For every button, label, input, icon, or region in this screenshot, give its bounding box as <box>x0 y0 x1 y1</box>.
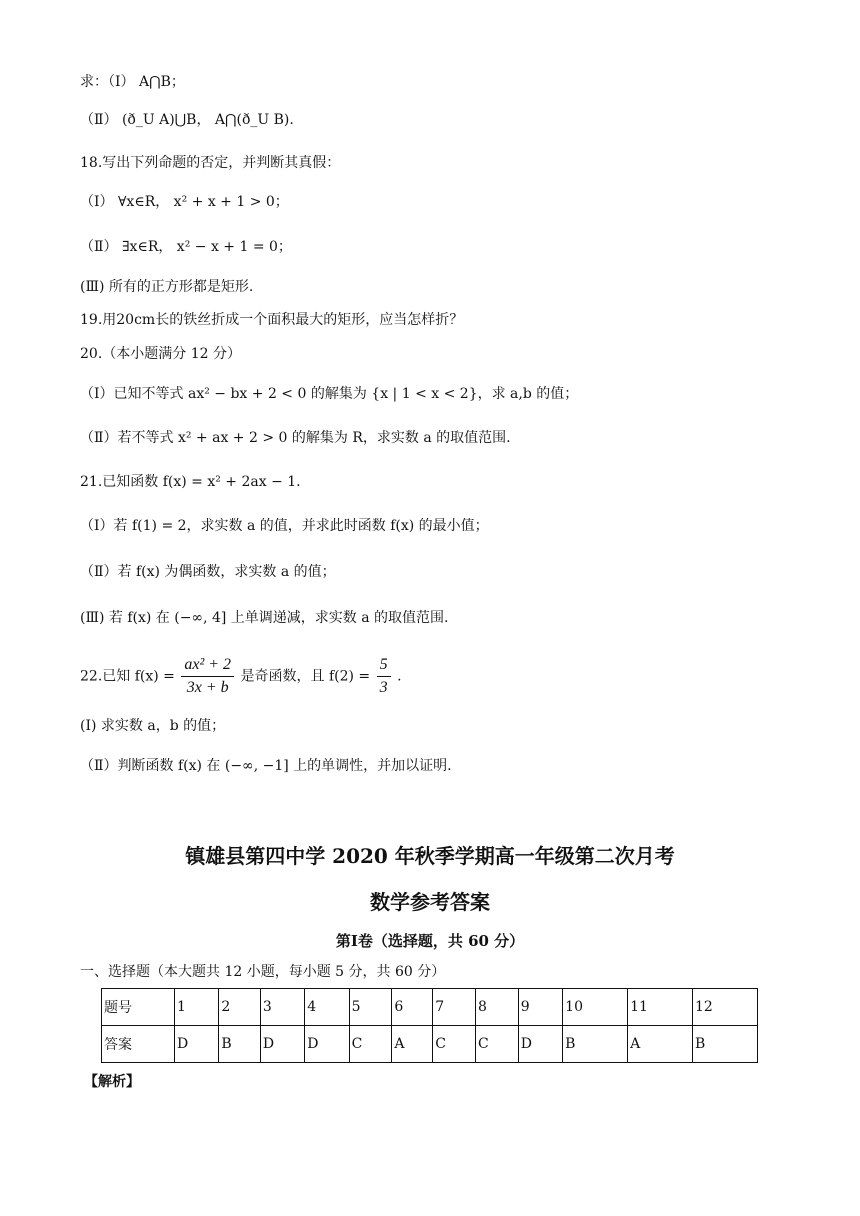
table-cell: D <box>518 1026 562 1063</box>
answer-subtitle: 数学参考答案 <box>370 890 490 914</box>
question-21-part-1: （Ⅰ）若 f(1) = 2，求实数 a 的值，并求此时函数 f(x) 的最小值； <box>80 518 489 534</box>
table-cell: 10 <box>563 989 628 1026</box>
question-20-part-1: （Ⅰ）已知不等式 ax² − bx + 2 < 0 的解集为 {x | 1 < x < 2}，求 a,b 的值； <box>80 386 579 402</box>
table-cell: 6 <box>392 989 433 1026</box>
answer-part-heading: 第Ⅰ卷（选择题，共 60 分） <box>335 932 525 950</box>
question-17-part-1: 求：（Ⅰ） A⋂B； <box>80 74 185 90</box>
question-21-part-3: (Ⅲ) 若 f(x) 在 (−∞, 4] 上单调递减，求实数 a 的取值范围. <box>80 610 449 626</box>
row-header-answer: 答案 <box>102 1026 175 1063</box>
question-18-part-2: （Ⅱ） ∃x∈R， x² − x + 1 = 0； <box>80 239 292 255</box>
row-header-question-number: 题号 <box>102 989 175 1026</box>
answer-table-row-numbers <box>102 989 758 1026</box>
q22-value-fraction <box>377 654 391 699</box>
table-cell: 7 <box>433 989 476 1026</box>
table-cell: D <box>175 1026 219 1063</box>
table-cell: 8 <box>476 989 519 1026</box>
question-17-part-2: （Ⅱ） (ð_U A)⋃B， A⋂(ð_U B). <box>80 112 294 128</box>
q22-fraction <box>181 654 234 699</box>
table-cell: B <box>219 1026 260 1063</box>
answer-title: 镇雄县第四中学 2020 年秋季学期高一年级第二次月考 <box>185 844 675 868</box>
q22-end: . <box>397 668 402 685</box>
table-cell: 9 <box>518 989 562 1026</box>
question-18-stem: 18.写出下列命题的否定，并判断其真假： <box>80 155 341 171</box>
question-20-part-2: （Ⅱ）若不等式 x² + ax + 2 > 0 的解集为 R，求实数 a 的取值范围. <box>80 430 511 446</box>
answer-table-row-answers <box>102 1026 758 1063</box>
table-cell: 2 <box>219 989 260 1026</box>
question-21-part-2: （Ⅱ）若 f(x) 为偶函数，求实数 a 的值； <box>80 564 336 580</box>
table-cell: B <box>693 1026 758 1063</box>
question-21-stem: 21.已知函数 f(x) = x² + 2ax − 1. <box>80 474 301 490</box>
table-cell: D <box>260 1026 304 1063</box>
analysis-heading: 【解析】 <box>84 1074 140 1090</box>
table-cell: A <box>628 1026 693 1063</box>
table-cell: C <box>476 1026 519 1063</box>
q22-value-numerator: 5 <box>377 654 391 677</box>
question-20-stem: 20.（本小题满分 12 分） <box>80 346 241 362</box>
table-cell: C <box>433 1026 476 1063</box>
question-22-stem <box>80 654 402 699</box>
table-cell: 5 <box>349 989 392 1026</box>
answer-section-heading: 一、选择题（本大题共 12 小题，每小题 5 分，共 60 分） <box>80 964 446 980</box>
question-22-part-1: (Ⅰ) 求实数 a，b 的值； <box>80 718 226 734</box>
table-cell: D <box>305 1026 349 1063</box>
table-cell: 12 <box>693 989 758 1026</box>
question-19: 19.用20cm长的铁丝折成一个面积最大的矩形，应当怎样折？ <box>80 312 464 328</box>
table-cell: 1 <box>175 989 219 1026</box>
question-18-part-1: （Ⅰ） ∀x∈R， x² + x + 1 > 0； <box>80 194 289 210</box>
answer-table <box>101 988 758 1063</box>
q22-fraction-denominator: 3x + b <box>186 679 229 696</box>
question-22-part-2: （Ⅱ）判断函数 f(x) 在 (−∞, −1] 上的单调性，并加以证明. <box>80 758 452 774</box>
table-cell: A <box>392 1026 433 1063</box>
q22-middle: 是奇函数，且 f(2) = <box>240 668 371 685</box>
table-cell: B <box>563 1026 628 1063</box>
q22-prefix: 22.已知 f(x) = <box>80 668 175 685</box>
table-cell: C <box>349 1026 392 1063</box>
question-18-part-3: (Ⅲ) 所有的正方形都是矩形. <box>80 279 254 295</box>
table-cell: 3 <box>260 989 304 1026</box>
q22-value-denominator: 3 <box>379 679 388 696</box>
table-cell: 4 <box>305 989 349 1026</box>
table-cell: 11 <box>628 989 693 1026</box>
q22-fraction-numerator: ax² + 2 <box>181 654 234 677</box>
